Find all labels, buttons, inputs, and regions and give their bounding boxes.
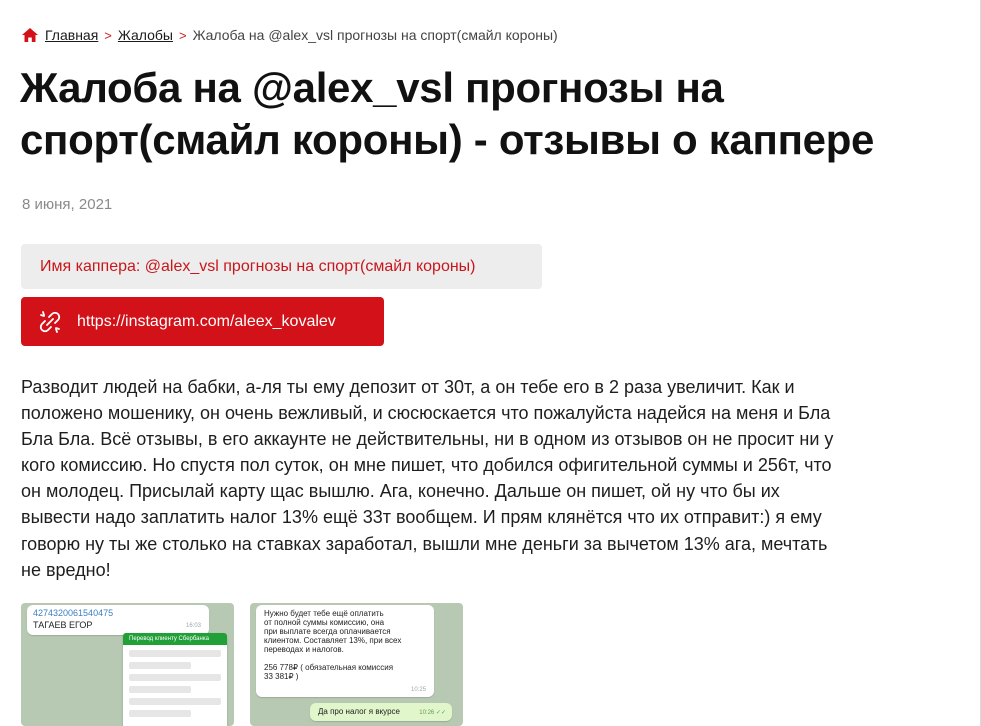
card-number: 4274320061540475 (33, 608, 114, 618)
chevron-right-icon: > (178, 27, 187, 43)
contact-message (27, 605, 209, 635)
scammer-message (256, 605, 434, 697)
reply-text: Да про налог я вкурсе (318, 707, 400, 716)
complaint-text (21, 374, 946, 583)
chevron-right-icon: > (104, 27, 112, 43)
breadcrumb-current: Жалоба на @alex_vsl прогнозы на спорт(смайл короны) (192, 27, 558, 43)
breadcrumb-home-link[interactable]: Главная (45, 27, 99, 43)
breadcrumb-complaints-link[interactable]: Жалобы (117, 27, 173, 43)
message-line: от полной суммы комиссию, она (264, 618, 385, 627)
text-line: он молодец. Присылай карту щас вышлю. Ага, конечно. Дальше он пишет, ой ну что бы их (21, 481, 780, 502)
capper-name-box (21, 244, 542, 289)
text-line: вывести надо заплатить налог 13% ещё 33т вообщем. И прям клянётся что их отправит:) я ему (21, 507, 822, 528)
contact-name: ТАГАЕВ ЕГОР (33, 620, 93, 630)
text-line: Бла Бла. Всё отзывы, в его аккаунте не действительны, ни в одном из отзывов он не просит ни у (21, 429, 834, 450)
broken-link-icon (37, 309, 63, 335)
message-line: Нужно будет тебе ещё оплатить (264, 609, 384, 618)
instagram-link-label: https://instagram.com/aleex_kovalev (77, 312, 336, 330)
form-row (129, 650, 221, 657)
evidence-screenshot-2[interactable] (250, 603, 463, 726)
message-line: 33 381₽ ) (264, 672, 299, 681)
text-line: не вредно! (21, 559, 111, 580)
form-row (129, 686, 191, 693)
page-title-line: спорт(смайл короны) - отзывы о каппере (20, 116, 875, 163)
reply-time: 10:26 ✓✓ (419, 710, 446, 716)
message-line: 256 778₽ ( обязательная комиссия (264, 663, 394, 672)
form-row (129, 710, 191, 717)
message-time: 10:25 (410, 687, 426, 693)
message-line: клиентом. Составляет 13%, при всех (264, 636, 402, 645)
capper-name: Имя каппера: @alex_vsl прогнозы на спорт(смайл короны) (40, 257, 476, 275)
page-title-line: Жалоба на @alex_vsl прогнозы на (20, 64, 724, 111)
evidence-screenshot-1[interactable] (21, 603, 234, 726)
instagram-link-button[interactable] (21, 297, 384, 346)
text-line: Разводит людей на бабки, а-ля ты ему депозит от 30т, а он тебе его в 2 раза увеличит. Как и (21, 377, 795, 397)
publish-date: 8 июня, 2021 (22, 196, 113, 213)
bank-app-header: Перевод клиенту Сбербанка (123, 633, 227, 645)
bank-transfer-screen (123, 633, 227, 726)
form-row (129, 674, 221, 681)
message-line: переводах и налогов. (264, 645, 344, 654)
text-line: говорю ну ты же столько на ставках заработал, вышли мне деньги за вычетом 13% ага, мечтать (21, 533, 828, 554)
form-row (129, 662, 191, 669)
reply-message (310, 703, 452, 721)
text-line: положено мошенику, он очень вежливый, и сюсюскается что пожалуйста надейся на меня и Бла (21, 403, 831, 424)
message-line: при выплате всегда оплачивается (264, 627, 391, 636)
message-time: 16:03 (185, 623, 201, 629)
form-row (129, 698, 221, 705)
breadcrumb (22, 27, 558, 43)
page-title (20, 62, 960, 166)
home-icon[interactable] (22, 28, 38, 42)
text-line: кого комиссию. Но спустя пол суток, он мне пишет, что добился офигительной суммы и 256т, что (21, 455, 832, 476)
